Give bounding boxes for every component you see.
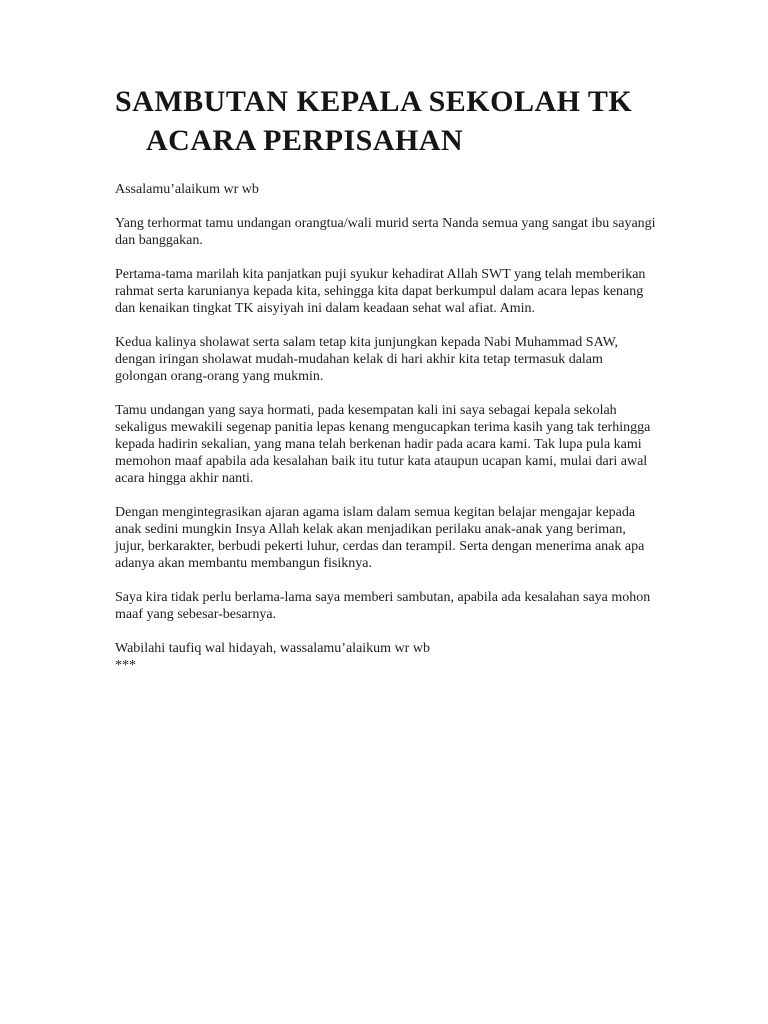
paragraph-sholawat: Kedua kalinya sholawat serta salam tetap kita junjungkan kepada Nabi Muhammad SAW, dengan iringan sholawat mudah-mudahan kelak di hari akhir kita tetap termasuk dalam golongan orang-orang yang mukmin.	[115, 335, 619, 384]
paragraph-respect: Yang terhormat tamu undangan orangtua/wali murid serta Nanda semua yang sangat ibu sayangi dan banggakan.	[115, 216, 656, 248]
paragraph-apology: Saya kira tidak perlu berlama-lama saya memberi sambutan, apabila ada kesalahan saya mohon maaf yang sebesar-besarnya.	[115, 590, 651, 622]
closing-block	[115, 640, 657, 674]
document-content	[115, 82, 657, 674]
page-title-line1: SAMBUTAN KEPALA SEKOLAH TK	[115, 85, 633, 118]
page-title	[115, 82, 657, 160]
page-title-line2: ACARA PERPISAHAN	[146, 124, 464, 157]
end-mark: ***	[115, 658, 136, 673]
closing-text: Wabilahi taufiq wal hidayah, wassalamu’alaikum wr wb	[115, 641, 430, 656]
paragraph-gratitude: Pertama-tama marilah kita panjatkan puji syukur kehadirat Allah SWT yang telah memberikan rahmat serta karunianya kepada kita, sehingga kita dapat berkumpul dalam acara lepas kenang dan kenaikan tingkat TK aisyiyah ini dalam keadaan sehat wal afiat. Amin.	[115, 267, 646, 316]
paragraph-thanks: Tamu undangan yang saya hormati, pada kesempatan kali ini saya sebagai kepala sekolah sekaligus mewakili segenap panitia lepas kenang mengucapkan terima kasih yang tak terhingga kepada hadirin sekalian, yang mana telah berkenan hadir pada acara kami. Tak lupa pula kami memohon maaf apabila ada kesalahan baik itu tutur kata ataupun ucapan kami, mulai dari awal acara hingga akhir nanti.	[115, 403, 651, 486]
paragraph-education: Dengan mengintegrasikan ajaran agama islam dalam semua kegitan belajar mengajar kepada anak sedini mungkin Insya Allah kelak akan menjadikan perilaku anak-anak yang beriman, jujur, berkarakter, berbudi pekerti luhur, cerdas dan terampil. Serta dengan menerima anak apa adanya akan membantu membangun fisiknya.	[115, 505, 645, 571]
greeting-text: Assalamu’alaikum wr wb	[115, 182, 259, 197]
